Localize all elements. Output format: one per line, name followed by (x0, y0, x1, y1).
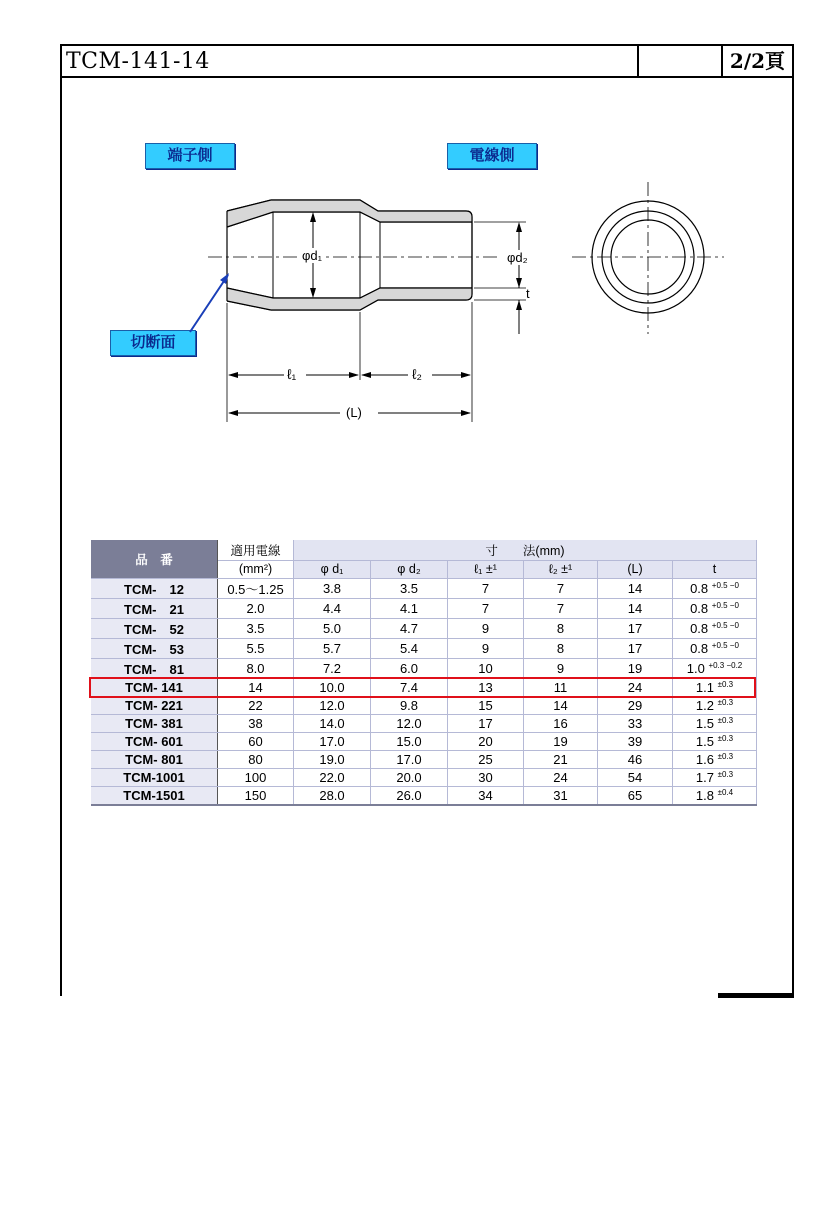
d2-label: φd₂ (507, 250, 528, 265)
cell-wire: 60 (218, 733, 294, 751)
cell-t-value: 1.0 (686, 661, 705, 677)
cell-t-value: 1.1 (695, 680, 714, 696)
cell-part: TCM-1501 (91, 787, 218, 806)
cell-l1: 30 (448, 769, 524, 787)
cell-L: 46 (598, 751, 673, 769)
cell-d1: 22.0 (294, 769, 371, 787)
cell-t (673, 787, 757, 806)
cell-t-tolerance: +0.5 −0 (711, 640, 739, 650)
cell-d2: 12.0 (371, 715, 448, 733)
cell-d1: 5.0 (294, 619, 371, 639)
cell-t-value: 0.8 (690, 621, 709, 637)
cell-d2: 20.0 (371, 769, 448, 787)
cell-t-value: 0.8 (690, 601, 709, 617)
cell-wire: 8.0 (218, 659, 294, 679)
l2-label: ℓ₂ (412, 366, 422, 382)
cell-d2: 7.4 (371, 679, 448, 697)
cell-t (673, 715, 757, 733)
cell-t-tolerance: +0.3 −0.2 (708, 660, 743, 670)
l1-label: ℓ₁ (287, 366, 297, 382)
cell-L: 24 (598, 679, 673, 697)
table-row (91, 751, 757, 769)
cell-t (673, 599, 757, 619)
wire-side-label: 電線側 (447, 143, 537, 169)
cell-d1: 19.0 (294, 751, 371, 769)
cell-l2: 21 (524, 751, 598, 769)
table-row (91, 697, 757, 715)
cell-d2: 15.0 (371, 733, 448, 751)
cell-d1: 14.0 (294, 715, 371, 733)
cell-d1: 7.2 (294, 659, 371, 679)
cell-l2: 9 (524, 659, 598, 679)
cell-part: TCM- 601 (91, 733, 218, 751)
cell-t-value: 1.5 (695, 716, 714, 732)
cell-t-tolerance: ±0.3 (717, 697, 734, 707)
cell-L: 65 (598, 787, 673, 806)
cell-part: TCM- 21 (91, 599, 218, 619)
cell-t-value: 1.6 (695, 752, 714, 768)
cell-t-tolerance: ±0.3 (717, 733, 734, 743)
cell-wire: 22 (218, 697, 294, 715)
cell-part: TCM- 52 (91, 619, 218, 639)
terminal-side-label: 端子側 (145, 143, 235, 169)
cell-wire: 38 (218, 715, 294, 733)
cell-part: TCM- 221 (91, 697, 218, 715)
cell-d1: 12.0 (294, 697, 371, 715)
cell-wire: 3.5 (218, 619, 294, 639)
cell-L: 39 (598, 733, 673, 751)
cell-wire: 14 (218, 679, 294, 697)
cell-l1: 34 (448, 787, 524, 806)
cell-l1: 13 (448, 679, 524, 697)
cell-l2: 24 (524, 769, 598, 787)
cell-l2: 11 (524, 679, 598, 697)
table-row (91, 769, 757, 787)
cell-t-value: 1.8 (695, 788, 714, 804)
cell-part: TCM- 141 (91, 679, 218, 697)
cell-t-tolerance: +0.5 −0 (711, 620, 739, 630)
cell-d2: 17.0 (371, 751, 448, 769)
cell-d2: 3.5 (371, 579, 448, 599)
t-label: t (526, 286, 530, 301)
table-row (91, 579, 757, 599)
cell-part: TCM- 801 (91, 751, 218, 769)
col-wire-line1: 適用電線 (218, 540, 294, 560)
cell-t-value: 0.8 (690, 581, 709, 597)
cell-d1: 3.8 (294, 579, 371, 599)
cell-L: 17 (598, 639, 673, 659)
cell-part: TCM- 53 (91, 639, 218, 659)
d1-label: φd₁ (302, 248, 323, 263)
cell-l2: 8 (524, 619, 598, 639)
cell-l1: 7 (448, 579, 524, 599)
cell-part: TCM-1001 (91, 769, 218, 787)
table-row (91, 599, 757, 619)
cell-L: 29 (598, 697, 673, 715)
table-row (91, 639, 757, 659)
cell-t (673, 579, 757, 599)
cell-t-tolerance: ±0.3 (717, 769, 734, 779)
cell-wire: 150 (218, 787, 294, 806)
cell-L: 17 (598, 619, 673, 639)
bottom-bar (718, 993, 794, 998)
cell-d2: 26.0 (371, 787, 448, 806)
cell-d2: 9.8 (371, 697, 448, 715)
col-L: (L) (598, 560, 673, 578)
cell-l2: 7 (524, 579, 598, 599)
col-d1: φ d₁ (294, 560, 371, 578)
col-d2: φ d₂ (371, 560, 448, 578)
cell-t (673, 733, 757, 751)
cell-d1: 4.4 (294, 599, 371, 619)
spec-table (91, 540, 757, 806)
cell-wire: 0.5～1.25 (218, 579, 294, 599)
cell-t (673, 659, 757, 679)
cell-t (673, 751, 757, 769)
cell-d2: 6.0 (371, 659, 448, 679)
cell-l1: 25 (448, 751, 524, 769)
cut-section-label: 切断面 (110, 330, 196, 356)
cell-l1: 10 (448, 659, 524, 679)
document-id: TCM-141-14 (66, 49, 210, 74)
cell-d1: 5.7 (294, 639, 371, 659)
cell-l1: 15 (448, 697, 524, 715)
cell-l2: 8 (524, 639, 598, 659)
cell-l2: 7 (524, 599, 598, 619)
cell-d1: 28.0 (294, 787, 371, 806)
cell-t-tolerance: ±0.3 (717, 715, 734, 725)
cell-t-value: 1.7 (695, 770, 714, 786)
cell-L: 54 (598, 769, 673, 787)
cell-l1: 17 (448, 715, 524, 733)
cell-L: 19 (598, 659, 673, 679)
cell-wire: 2.0 (218, 599, 294, 619)
col-l2: ℓ₂ ±¹ (524, 560, 598, 578)
cell-l1: 7 (448, 599, 524, 619)
cell-l1: 20 (448, 733, 524, 751)
cell-l2: 14 (524, 697, 598, 715)
cell-l2: 19 (524, 733, 598, 751)
cell-t-tolerance: +0.5 −0 (711, 600, 739, 610)
page-number: 2/2頁 (721, 46, 792, 76)
cell-l2: 16 (524, 715, 598, 733)
table-row (91, 715, 757, 733)
col-dimensions: 寸 法(mm) (294, 540, 757, 560)
table-row (91, 787, 757, 806)
cell-wire: 100 (218, 769, 294, 787)
cell-d1: 10.0 (294, 679, 371, 697)
cell-t-value: 1.5 (695, 734, 714, 750)
cell-d2: 5.4 (371, 639, 448, 659)
cell-t (673, 769, 757, 787)
cell-t-tolerance: ±0.3 (717, 679, 734, 689)
cell-t (673, 697, 757, 715)
cell-t (673, 639, 757, 659)
cell-t-value: 0.8 (690, 641, 709, 657)
cell-l1: 9 (448, 639, 524, 659)
col-t: t (673, 560, 757, 578)
sleeve-diagram (0, 0, 827, 500)
col-wire-line2: (mm²) (218, 560, 294, 578)
L-label: (L) (346, 405, 362, 420)
cell-L: 14 (598, 599, 673, 619)
cell-wire: 80 (218, 751, 294, 769)
cell-part: TCM- 12 (91, 579, 218, 599)
table-row (91, 733, 757, 751)
cell-part: TCM- 381 (91, 715, 218, 733)
highlighted-row-box (89, 677, 756, 698)
cell-t-tolerance: ±0.4 (717, 787, 734, 797)
cell-wire: 5.5 (218, 639, 294, 659)
cell-t-tolerance: ±0.3 (717, 751, 734, 761)
cell-l1: 9 (448, 619, 524, 639)
cell-t-value: 1.2 (695, 698, 714, 714)
cell-L: 33 (598, 715, 673, 733)
table-row (91, 659, 757, 679)
cell-d1: 17.0 (294, 733, 371, 751)
cell-d2: 4.1 (371, 599, 448, 619)
cell-t (673, 619, 757, 639)
cell-d2: 4.7 (371, 619, 448, 639)
cell-part: TCM- 81 (91, 659, 218, 679)
col-l1: ℓ₁ ±¹ (448, 560, 524, 578)
cell-t-tolerance: +0.5 −0 (711, 580, 739, 590)
cell-l2: 31 (524, 787, 598, 806)
cell-L: 14 (598, 579, 673, 599)
col-part-no: 品 番 (91, 540, 218, 579)
table-row (91, 619, 757, 639)
